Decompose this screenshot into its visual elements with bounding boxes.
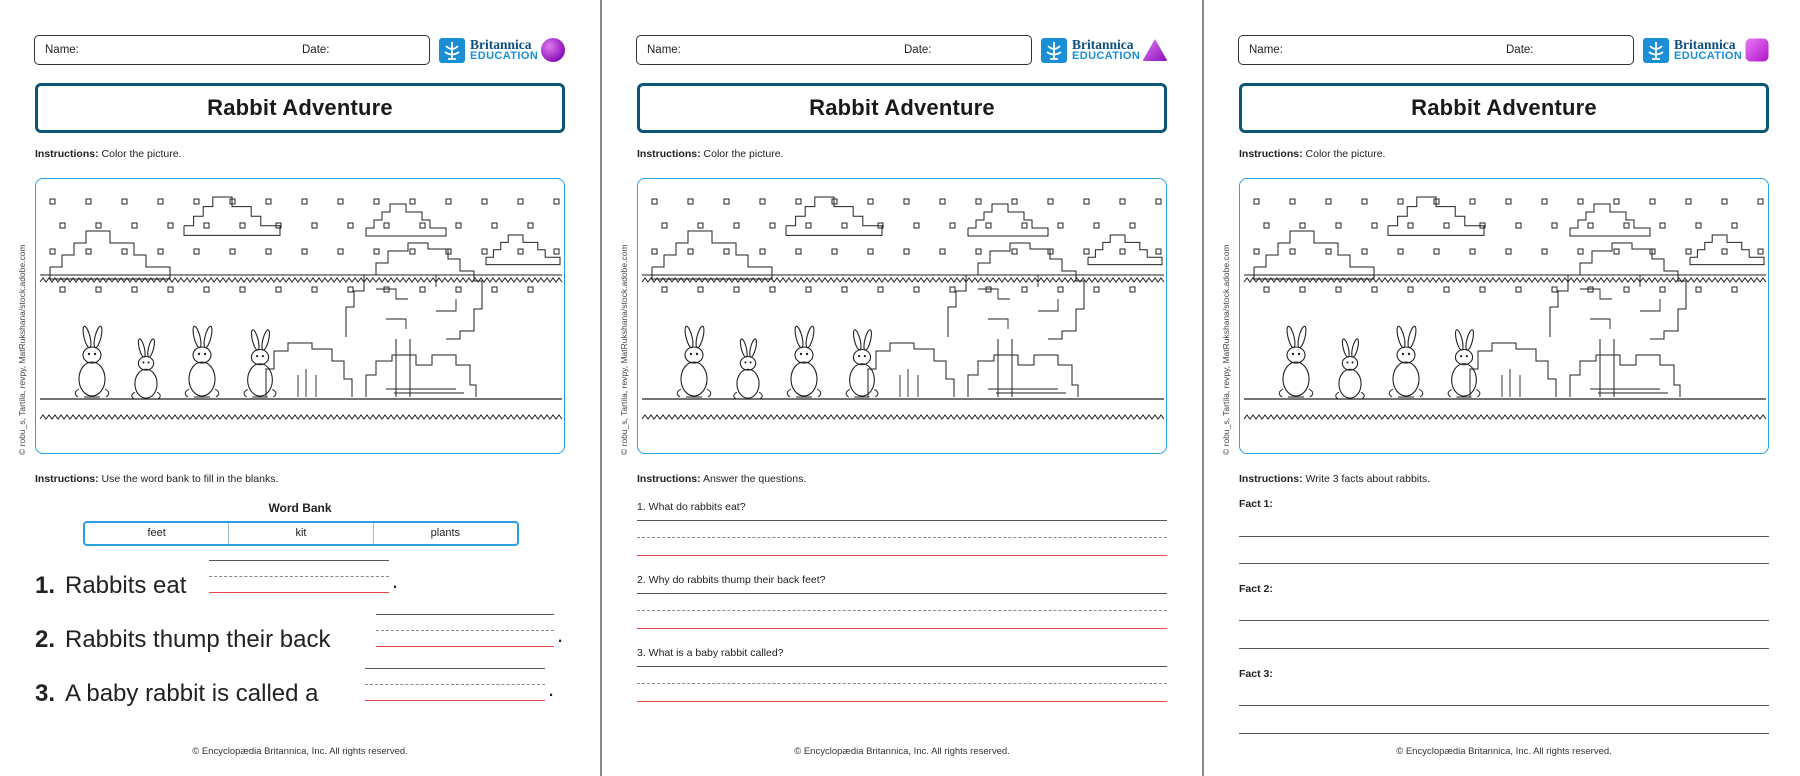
thistle-icon (1643, 38, 1669, 63)
instructions-color: Instructions: Color the picture. (35, 148, 182, 160)
britannica-logo (439, 37, 539, 63)
image-credit: © robu_s, Tartila, revpy, MatRukshana/stock.adobe.com (17, 244, 27, 455)
date-label: Date: (302, 44, 330, 56)
word-bank-word: feet (85, 523, 229, 544)
copyright-footer: © Encyclopædia Britannica, Inc. All rights reserved. (794, 746, 1010, 757)
worksheet-title: Rabbit Adventure (1411, 95, 1597, 120)
brand-sub: EDUCATION (1072, 50, 1141, 62)
question-1: 1. What do rabbits eat? (637, 501, 746, 513)
instructions-color: Instructions: Color the picture. (1239, 148, 1386, 160)
answer-blank-2[interactable] (376, 614, 554, 648)
image-credit: © robu_s, Tartila, revpy, MatRukshana/stock.adobe.com (619, 244, 629, 455)
coloring-picture[interactable] (637, 178, 1167, 454)
worksheet-title: Rabbit Adventure (809, 95, 995, 120)
fact-3-line[interactable] (1239, 733, 1769, 734)
fact-2-line[interactable] (1239, 648, 1769, 649)
brand-name: Britannica (470, 37, 532, 52)
brand-name: Britannica (1072, 37, 1134, 52)
name-date-box (636, 35, 1032, 65)
worksheet-title-box (637, 83, 1167, 133)
fact-2-line[interactable] (1239, 620, 1769, 621)
brand-sub: EDUCATION (470, 50, 539, 62)
fact-3-label: Fact 3: (1239, 668, 1273, 680)
answer-blank-1[interactable] (209, 560, 389, 594)
worksheet-page-3 (1204, 0, 1800, 776)
instructions-word-bank: Instructions: Use the word bank to fill in the blanks. (35, 473, 279, 485)
purple-circle-icon (540, 37, 566, 63)
instructions-answer: Instructions: Answer the questions. (637, 473, 807, 485)
word-bank-title: Word Bank (268, 501, 332, 515)
question-2: 2. Why do rabbits thump their back feet? (637, 574, 826, 586)
thistle-icon (1041, 38, 1067, 63)
period: . (392, 568, 399, 593)
image-credit: © robu_s, Tartila, revpy, MatRukshana/stock.adobe.com (1221, 244, 1231, 455)
fact-1-line[interactable] (1239, 536, 1769, 537)
answer-blank-3[interactable] (365, 668, 545, 702)
period: . (548, 676, 555, 701)
question-3: 3. What is a baby rabbit called? (637, 647, 784, 659)
worksheet-page-2 (602, 0, 1202, 776)
period: . (557, 622, 564, 647)
word-bank-word: plants (430, 527, 460, 539)
answer-lines-1[interactable] (637, 520, 1167, 558)
copyright-footer: © Encyclopædia Britannica, Inc. All rights reserved. (192, 746, 408, 757)
answer-lines-2[interactable] (637, 593, 1167, 631)
word-bank-word: kit (229, 523, 373, 544)
rabbit-scene-drawing (1240, 179, 1769, 454)
date-label: Date: (904, 44, 932, 56)
word-bank (83, 521, 519, 546)
name-label: Name: (45, 44, 79, 56)
brand-sub: EDUCATION (1674, 50, 1743, 62)
worksheet-title: Rabbit Adventure (207, 95, 393, 120)
coloring-picture[interactable] (1239, 178, 1769, 454)
fact-3-line[interactable] (1239, 705, 1769, 706)
sentence-2: 2. Rabbits thump their back (35, 626, 331, 653)
worksheet-page-1 (0, 0, 600, 776)
instructions-color: Instructions: Color the picture. (637, 148, 784, 160)
worksheet-title-box (1239, 83, 1769, 133)
purple-triangle-icon (1142, 37, 1168, 63)
sentence-3: 3. A baby rabbit is called a (35, 680, 319, 707)
fact-2-label: Fact 2: (1239, 583, 1273, 595)
copyright-footer: © Encyclopædia Britannica, Inc. All rights reserved. (1396, 746, 1612, 757)
rabbit-scene-drawing (36, 179, 565, 454)
sentence-1: 1. Rabbits eat (35, 572, 187, 599)
name-date-box (1238, 35, 1634, 65)
brand-name: Britannica (1674, 37, 1736, 52)
worksheet-title-box (35, 83, 565, 133)
purple-square-icon (1744, 37, 1770, 63)
name-date-box (34, 35, 430, 65)
coloring-picture[interactable] (35, 178, 565, 454)
instructions-facts: Instructions: Write 3 facts about rabbits. (1239, 473, 1431, 485)
answer-lines-3[interactable] (637, 666, 1167, 704)
name-label: Name: (1249, 44, 1283, 56)
name-label: Name: (647, 44, 681, 56)
rabbit-scene-drawing (638, 179, 1167, 454)
fact-1-label: Fact 1: (1239, 498, 1273, 510)
fact-1-line[interactable] (1239, 563, 1769, 564)
thistle-icon (439, 38, 465, 63)
date-label: Date: (1506, 44, 1534, 56)
britannica-logo (1643, 37, 1743, 63)
britannica-logo (1041, 37, 1141, 63)
